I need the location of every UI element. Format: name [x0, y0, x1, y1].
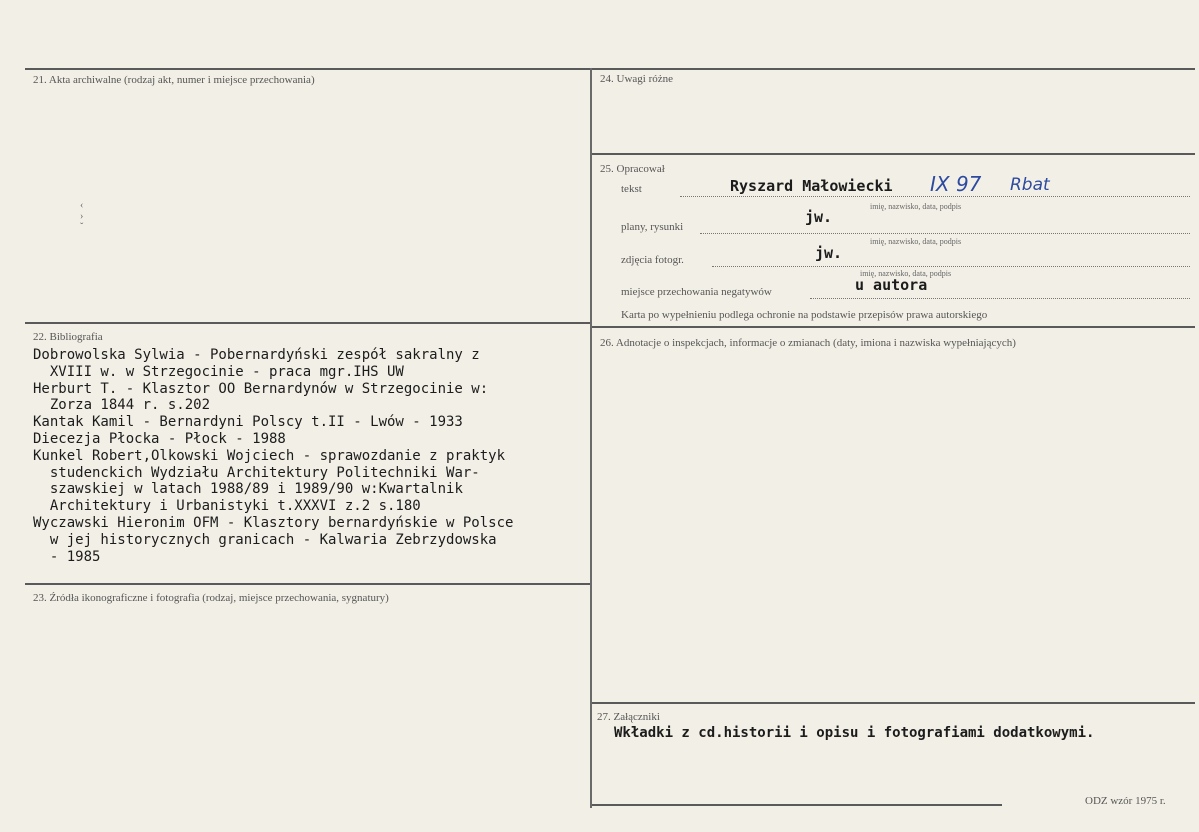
section-27-label: 27. Załączniki — [597, 711, 660, 723]
tekst-label: tekst — [621, 183, 642, 195]
zdjecia-line — [712, 266, 1190, 267]
bottom-rule-right — [592, 804, 1002, 806]
miejsce-label: miejsce przechowania negatywów — [621, 286, 772, 298]
tekst-line — [680, 196, 1190, 197]
bibliography-entry: Dobrowolska Sylwia - Pobernardyński zespół sakralny z XVIII w. w Strzegocinie - praca mgr.IHS UW — [33, 347, 480, 380]
section-24-label: 24. Uwagi różne — [600, 73, 674, 85]
miejsce-line — [810, 298, 1190, 299]
zdjecia-caption: imię, nazwisko, data, podpis — [860, 269, 952, 278]
margin-marks: ‹ › ˇ — [80, 200, 84, 233]
tekst-date: IX 97 — [930, 172, 982, 196]
section-26-label: 26. Adnotacje o inspekcjach, informacje o zmianach (daty, imiona i nazwiska wypełniających) — [600, 337, 1016, 349]
bibliography-entry: Herburt T. - Klasztor OO Bernardynów w Strzegocinie w: Zorza 1844 r. s.202 — [33, 380, 489, 414]
copyright-note: Karta po wypełnieniu podlega ochronie na podstawie przepisów prawa autorskiego — [621, 309, 988, 321]
section-22-label: 22. Bibliografia — [33, 331, 103, 343]
tekst-value: Ryszard Małowiecki — [730, 177, 893, 195]
top-rule — [25, 68, 1195, 70]
plany-label: plany, rysunki — [621, 221, 684, 233]
zdjecia-label: zdjęcia fotogr. — [621, 254, 684, 266]
bibliography-entry: Wyczawski Hieronim OFM - Klasztory bernardyńskie w Polsce w jej historycznych granicach - Kalwaria Zebrzydowska - 1985 — [33, 514, 514, 565]
plany-caption: imię, nazwisko, data, podpis — [870, 237, 962, 246]
section-21-label: 21. Akta archiwalne (rodzaj akt, numer i miejsce przechowania) — [33, 74, 315, 86]
plany-value: jw. — [805, 208, 833, 226]
divider-26-27 — [592, 702, 1195, 704]
zdjecia-value: jw. — [815, 244, 843, 262]
divider-21-22 — [25, 322, 590, 324]
tekst-signature: Rbat — [1010, 175, 1050, 195]
divider-22-23 — [25, 583, 590, 585]
plany-line — [700, 233, 1190, 234]
section-25-label: 25. Opracował — [600, 163, 665, 175]
section-23-label: 23. Źródła ikonograficzne i fotografia (rodzaj, miejsce przechowania, sygnatury) — [33, 592, 389, 604]
bibliography-entry: Kunkel Robert,Olkowski Wojciech - sprawozdanie z praktyk studenckich Wydziału Architektury Politechniki War- szawskiej w latach 1988/89 i 1989/90 w:Kwartalnik Architektury i Urbanistyki t.XXXVI z.2 s.180 — [33, 447, 506, 515]
bibliography-entry: Diecezja Płocka - Płock - 1988 — [33, 430, 286, 447]
attachments-value: Wkładki z cd.historii i opisu i fotografiami dodatkowymi. — [614, 725, 1095, 741]
divider-24-25 — [592, 153, 1195, 155]
form-identifier: ODZ wzór 1975 r. — [1085, 795, 1166, 807]
miejsce-value: u autora — [855, 276, 928, 294]
bibliography-list — [33, 347, 598, 565]
divider-25-26 — [592, 326, 1195, 328]
bibliography-entry: Kantak Kamil - Bernardyni Polscy t.II - Lwów - 1933 — [33, 414, 463, 431]
tekst-caption: imię, nazwisko, data, podpis — [870, 202, 962, 211]
